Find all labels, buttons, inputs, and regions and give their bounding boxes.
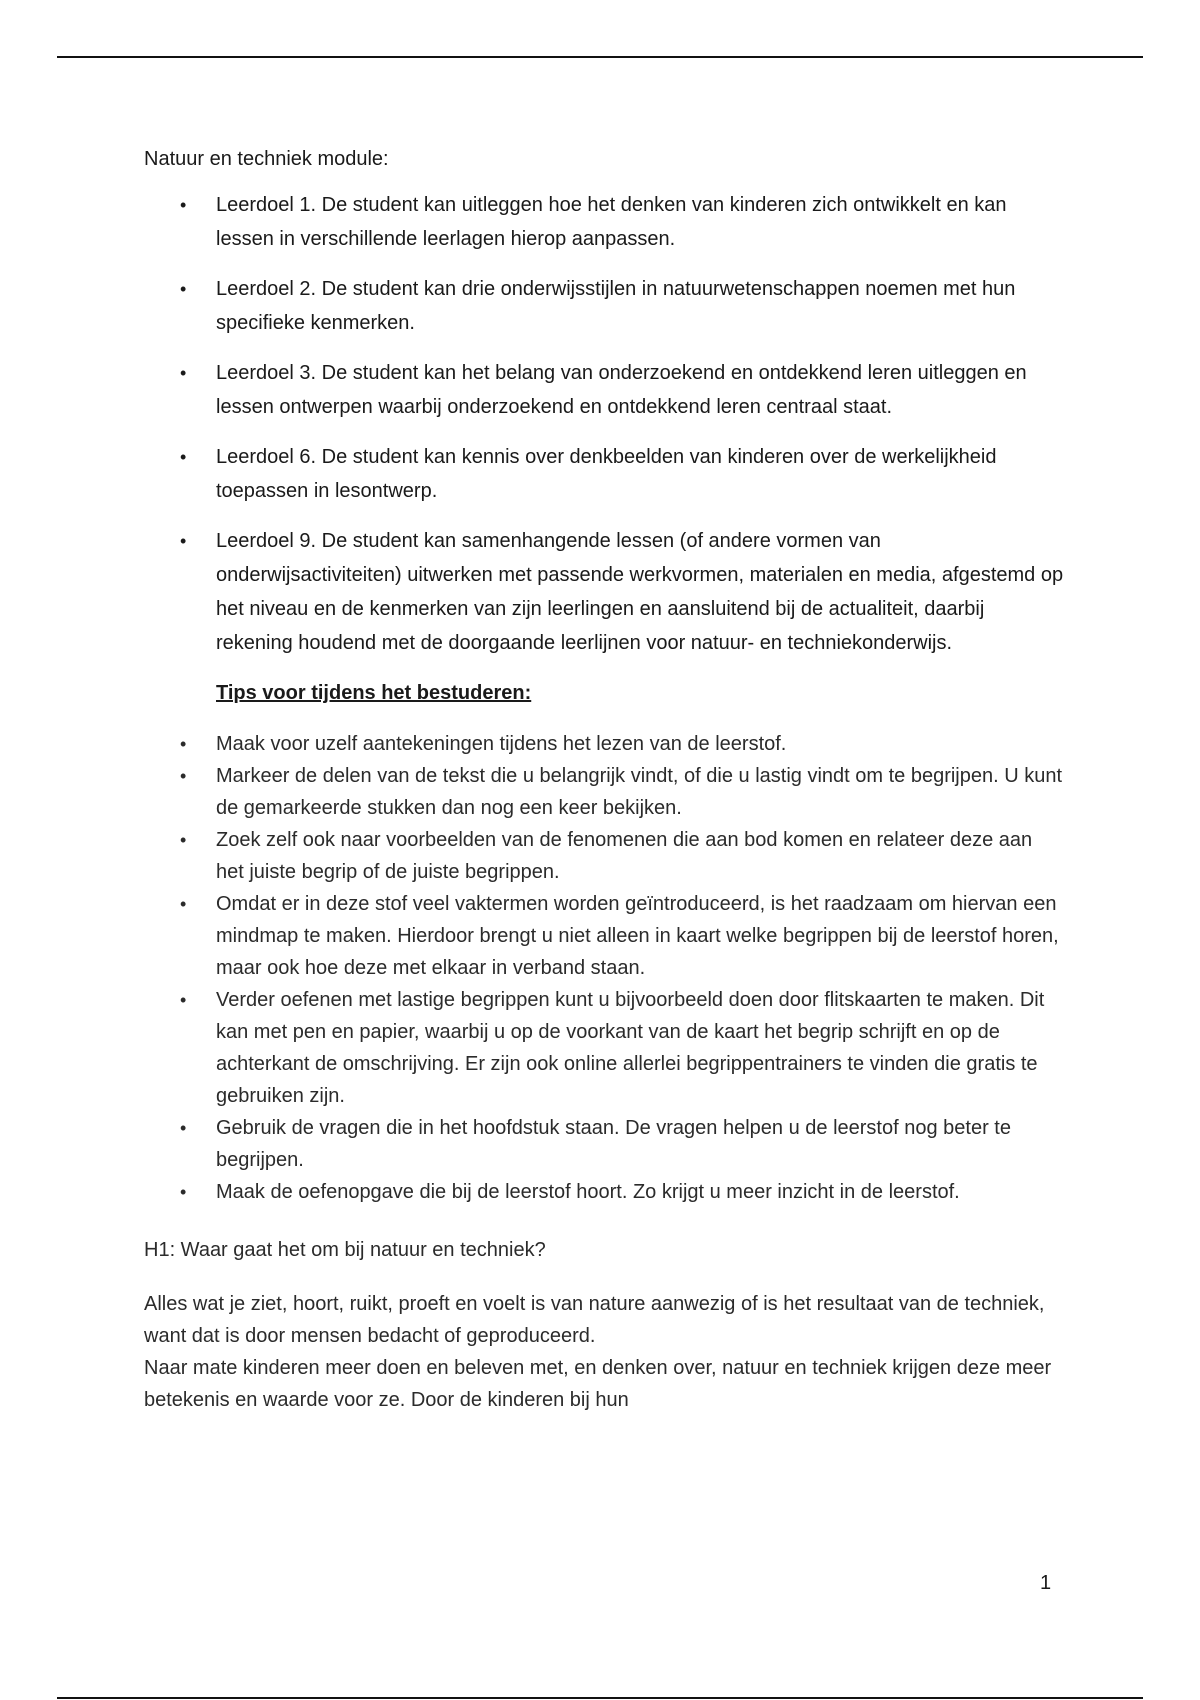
page-number: 1 [1040,1572,1052,1594]
chapter-title: H1: Waar gaat het om bij natuur en techniek? [144,1239,546,1261]
learning-goal-item: • Leerdoel 3. De student kan het belang van onderzoekend en ontdekkend leren uitleggen en lessen ontwerpen waarbij onderzoekend en ontdekkend leren centraal staat. [144,356,1064,424]
learning-goal-item: • Leerdoel 9. De student kan samenhangende lessen (of andere vormen van onderwijsactiviteiten) uitwerken met passende werkvormen, materialen en media, afgestemd op het niveau en de kenmerken van zijn leerlingen en aansluitend bij de actualiteit, daarbij rekening houdend met de doorgaande leerlijnen voor natuur- en techniekonderwijs. [144,524,1064,660]
module-title: Natuur en techniek module: [144,148,389,170]
tip-item: • Zoek zelf ook naar voorbeelden van de fenomenen die aan bod komen en relateer deze aan het juiste begrip of de juiste begrippen. [144,824,1064,888]
learning-goal-item: • Leerdoel 2. De student kan drie onderwijsstijlen in natuurwetenschappen noemen met hun specifieke kenmerken. [144,272,1064,340]
tip-item: • Gebruik de vragen die in het hoofdstuk staan. De vragen helpen u de leerstof nog beter te begrijpen. [144,1112,1064,1176]
tip-item: • Maak voor uzelf aantekeningen tijdens het lezen van de leerstof. [144,728,1064,760]
body-paragraph: Alles wat je ziet, hoort, ruikt, proeft en voelt is van nature aanwezig of is het resultaat van de techniek, want dat is door mensen bedacht of geproduceerd. [144,1293,1045,1347]
page-content [144,142,1064,1416]
study-tips-list [144,728,1064,1208]
top-rule [57,56,1143,58]
learning-goals-list [144,188,1064,660]
learning-goal-item: • Leerdoel 6. De student kan kennis over denkbeelden van kinderen over de werkelijkheid toepassen in lesontwerp. [144,440,1064,508]
tips-heading: Tips voor tijdens het bestuderen: [216,682,532,704]
body-paragraph: Naar mate kinderen meer doen en beleven met, en denken over, natuur en techniek krijgen deze meer betekenis en waarde voor ze. Door de kinderen bij hun [144,1357,1052,1411]
learning-goal-item: • Leerdoel 1. De student kan uitleggen hoe het denken van kinderen zich ontwikkelt en kan lessen in verschillende leerlagen hierop aanpassen. [144,188,1064,256]
tip-item: • Omdat er in deze stof veel vaktermen worden geïntroduceerd, is het raadzaam om hiervan een mindmap te maken. Hierdoor brengt u niet alleen in kaart welke begrippen bij de leerstof horen, maar ook hoe deze met elkaar in verband staan. [144,888,1064,984]
tip-item: • Verder oefenen met lastige begrippen kunt u bijvoorbeeld doen door flitskaarten te maken. Dit kan met pen en papier, waarbij u op de voorkant van de kaart het begrip schrijft en op de achterkant de omschrijving. Er zijn ook online allerlei begrippentrainers te vinden die gratis te gebruiken zijn. [144,984,1064,1112]
tip-item: • Markeer de delen van de tekst die u belangrijk vindt, of die u lastig vindt om te begrijpen. U kunt de gemarkeerde stukken dan nog een keer bekijken. [144,760,1064,824]
bottom-rule [57,1697,1143,1699]
tip-item: • Maak de oefenopgave die bij de leerstof hoort. Zo krijgt u meer inzicht in de leerstof. [144,1176,1064,1208]
